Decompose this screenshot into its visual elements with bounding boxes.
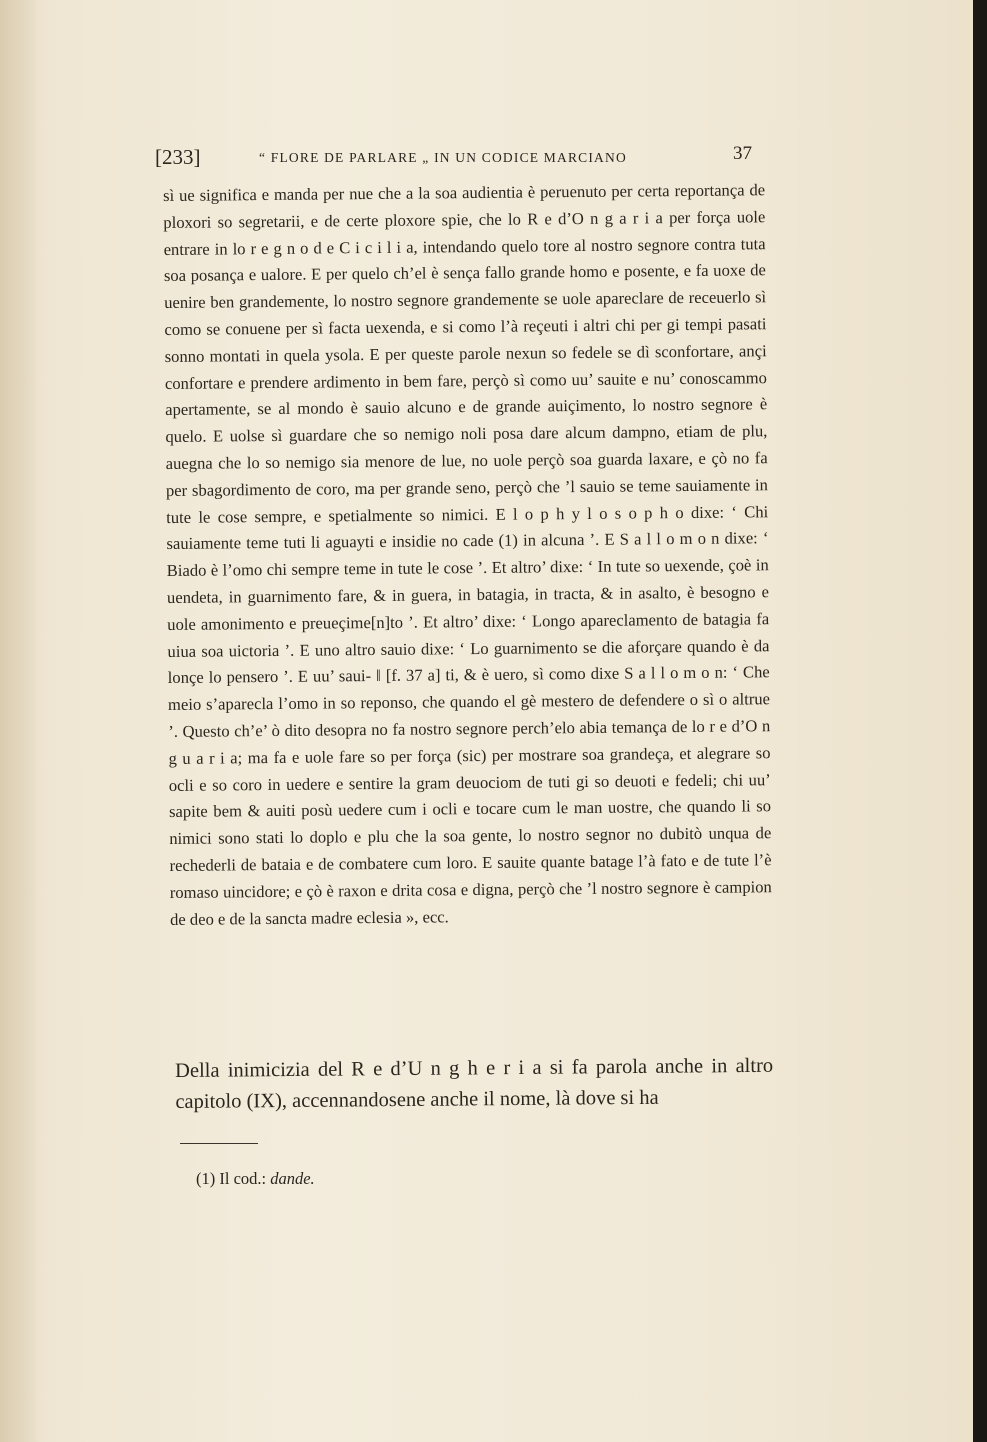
scan-border	[973, 0, 987, 1442]
quoted-paragraph: sì ue significa e manda per nue che a la soa audientia è peruenuto per certa reportança de ploxori so segretarii, e de certe ploxore spie, che lo R e d’O n g a r i a per força uole entrare in lo r e g n o d e C i c i l i a, intendando quelo tore al nostro segnore contra tuta soa posança e ualore. E per quelo ch’el è sença fallo grande homo e posente, e fa uoxe de uenire ben grandemente, lo nostro segnore grandemente se uole apareclare de receuerlo sì como se conuene per sì facta uexenda, e si como l’à reçeuti i altri chi per gi tempi pasati sonno montati in quela ysola. E per queste parole nexun so fedele se dì sconfortare, ançi confortare e prendere ardimento in bem fare, perçò sì como uu’ sauite e nu’ conoscammo apertamente, se al mondo è sauio alcuno e de grande auiçimento, lo nostro segnore è quelo. E uolse sì guardare che so nemigo noli posa dare alcum dampno, etiam de plu, auegna che lo so nemigo sia menore de lue, no uole perçò soa guarda laxare, e çò no fa per sbagordimento de coro, ma per grande seno, perçò che ’l sauio se teme sauiamente in tute le cose sempre, e spetialmente so nimici. E l o p h y l o s o p h o dixe: ‘ Chi sauiamente teme tuti li aguayti e insidie no cade (1) in alcuna ’. E S a l l o m o n dixe: ‘ Biado è l’omo chi sempre teme in tute le cose ’. Et altro’ dixe: ‘ In tute so uexende, çoè in uendeta, in guarnimento fare, & in guera, in batagia, in tracta, & in asalto, è besogno e uole amonimento e preueçime[n]to ’. Et altro’ dixe: ‘ Longo apareclamento de batagia fa uiua soa uictoria ’. E uno altro sauio dixe: ‘ Lo guarnimento se die aforçare quando è da lonçe lo pensero ’. E uu’ saui- ǁ [f. 37 a] ti, & è uero, sì como dixe S a l l o m o n: ‘ Che meio s’aparecla l’omo in so reponso, che quando el gè mestero de defendere o sì o altrue ’. Questo ch’e’ ò dito desopra no fa nostro segnore perch’elo abia temança de lo r e d’O n g u a r i a; ma fa e uole fare so per força (sic) per mostrare soa grandeça, et alegrare so ocli e so coro in uedere e sentire la gram deuociom de tuti gi so deuoti e fedeli; chi uu’ sapite bem & auiti posù uedere cum i ocli e tocare cum le man uostre, che quando li so nimici sono stati lo doplo e plu che la soa gente, lo nostro segnor no dubitò unqua de rechederli de bataia e de combatere cum loro. E sauite quante batage l’à fato e de tute l’è romaso uincidore; e çò è raxon e drita cosa e digna, perçò che ’l nostro segnore è campion de deo e de la sancta madre eclesia », ecc.	[163, 180, 772, 929]
quoted-text-block	[163, 177, 772, 933]
page-gutter	[0, 0, 40, 1442]
body-text: Della inimicizia del R e d’U n g h e r i a si fa parola anche in altro capitolo (IX), accennandosene anche il nome, là dove si ha	[175, 1054, 774, 1113]
page-reference: [233]	[155, 145, 201, 169]
footnote-text: dande.	[270, 1169, 315, 1188]
footnote	[196, 1169, 315, 1189]
body-paragraph	[175, 1051, 774, 1118]
page-number: 37	[733, 143, 752, 164]
footnote-divider	[180, 1143, 258, 1144]
running-header	[155, 143, 755, 177]
running-title: “ FLORE DE PARLARE „ IN UN CODICE MARCIANO	[259, 150, 627, 165]
footnote-marker: (1) Il cod.:	[196, 1169, 267, 1188]
